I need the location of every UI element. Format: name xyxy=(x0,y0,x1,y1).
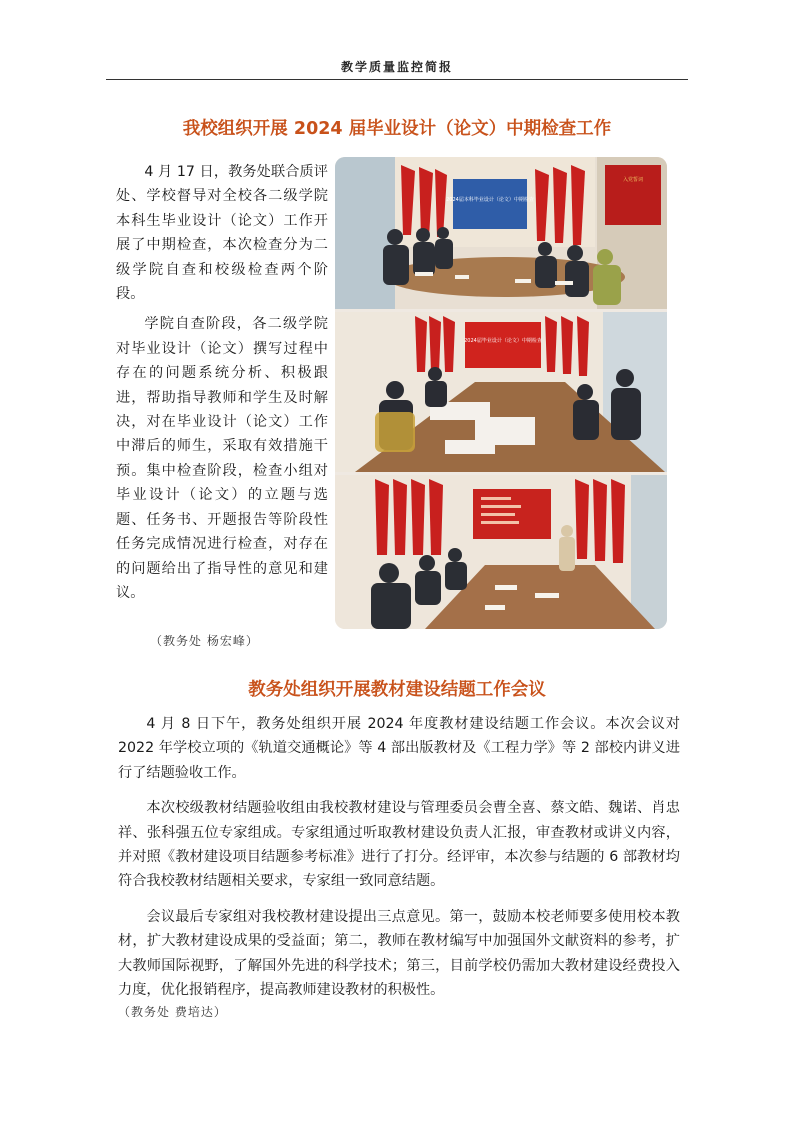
meeting-photo-1 xyxy=(335,157,667,309)
header-divider xyxy=(106,79,688,80)
article2-title: 教务处组织开展教材建设结题工作会议 xyxy=(248,680,546,700)
newsletter-header: 教学质量监控简报 xyxy=(340,60,453,74)
photo2-screen-text: 2024届毕业设计（论文）中期检查 xyxy=(464,338,542,344)
photo1-banner-text: 入党誓词 xyxy=(622,177,644,183)
article2-paragraph-2: 本次校级教材结题验收组由我校教材建设与管理委员会曹全喜、蔡文皓、魏诺、肖忠祥、张科强五位专家组成。专家组通过听取教材建设负责人汇报，审查教材或讲义内容，并对照《教材建设项目结题参考标准》进行了打分。经评审，本次参与结题的 6 部教材均符合我校教材结题相关要求，专家组一致同意结题。 xyxy=(118,800,680,890)
article1-paragraph-1: 4 月 17 日，教务处联合质评处、学校督导对全校各二级学院本科生毕业设计（论文）工作开展了中期检查，本次检查分为二级学院自查和校级检查两个阶段。 xyxy=(116,164,328,303)
article1-credit: （教务处 杨宏峰） xyxy=(150,634,259,648)
article2-body xyxy=(118,712,680,1013)
article2-paragraph-1: 4 月 8 日下午，教务处组织开展 2024 年度教材建设结题工作会议。本次会议对 2022 年学校立项的《轨道交通概论》等 4 部出版教材及《工程力学》等 2 部校内讲义进行了结题验收工作。 xyxy=(118,716,680,781)
meeting-photo-2 xyxy=(335,312,667,472)
article1-title: 我校组织开展 2024 届毕业设计（论文）中期检查工作 xyxy=(182,119,612,139)
article2-paragraph-3: 会议最后专家组对我校教材建设提出三点意见。第一，鼓励本校老师要多使用校本教材，扩大教材建设成果的受益面；第二，教师在教材编写中加强国外文献资料的参考，扩大教师国际视野，了解国外先进的科学技术；第三，目前学校仍需加大教材建设经费投入力度，优化报销程序，提高教师建设教材的积极性。 xyxy=(118,908,680,999)
article2-credit: （教务处 费培达） xyxy=(118,1005,227,1019)
article1-paragraph-2: 学院自查阶段，各二级学院对毕业设计（论文）撰写过程中存在的问题系统分析、积极跟进，帮助指导教师和学生及时解决，对在毕业设计（论文）工作中滞后的师生，采取有效措施干预。集中检查阶段，检查小组对毕业设计（论文）的立题与选题、任务书、开题报告等阶段性任务完成情况进行检查，对存在的问题给出了指导性的意见和建议。 xyxy=(116,316,328,601)
photo1-screen-text: 2024届本科毕业设计（论文）中期检查 xyxy=(446,197,534,203)
meeting-photo-3 xyxy=(335,475,667,629)
meeting-photo-collage xyxy=(335,157,667,629)
article1-body xyxy=(116,160,328,611)
